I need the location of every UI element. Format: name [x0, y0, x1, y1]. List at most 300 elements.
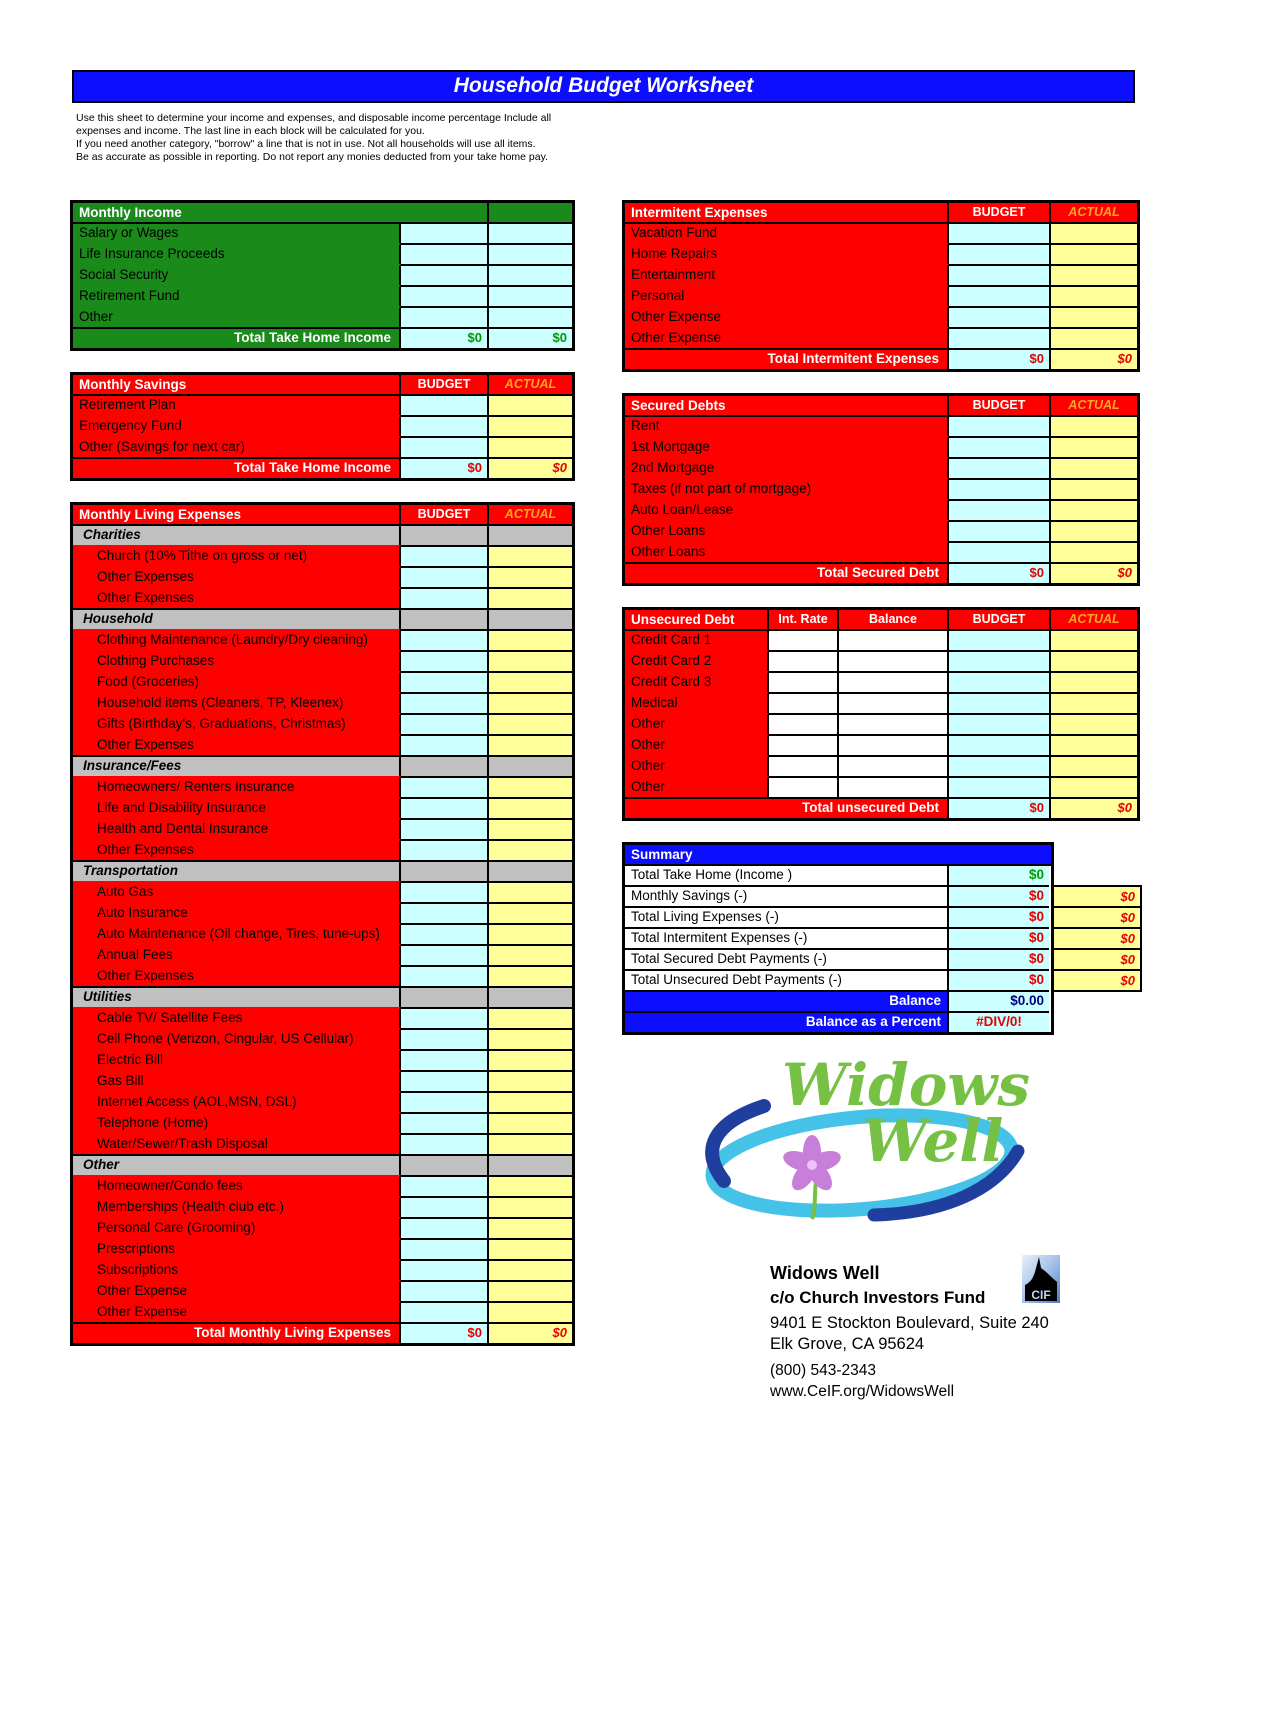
actual-input-cell[interactable] [489, 650, 572, 671]
row-label: Household [73, 608, 401, 629]
balance-input-cell[interactable] [839, 631, 949, 650]
actual-input-cell[interactable] [489, 1301, 572, 1322]
budget-input-cell[interactable] [401, 1217, 489, 1238]
int-rate-input-cell[interactable] [769, 713, 839, 734]
budget-input-cell[interactable] [401, 587, 489, 608]
budget-input-cell[interactable] [949, 306, 1051, 327]
row-label: Telephone (Home) [73, 1112, 401, 1133]
right-column [622, 200, 1140, 1401]
budget-input-cell[interactable] [401, 776, 489, 797]
header-spacer-cell [489, 203, 572, 224]
intermitent-header: Intermitent Expenses [625, 203, 949, 224]
actual-input-cell[interactable] [489, 1175, 572, 1196]
balance-percent-value: #DIV/0! [949, 1011, 1049, 1032]
row-label: Electric Bill [73, 1049, 401, 1070]
balance-input-cell[interactable] [839, 713, 949, 734]
total-label: Total unsecured Debt [625, 797, 949, 818]
int-rate-input-cell[interactable] [769, 692, 839, 713]
actual-input-cell[interactable] [489, 1196, 572, 1217]
budget-input-cell[interactable] [949, 457, 1051, 478]
table-row [73, 944, 572, 965]
actual-input-cell[interactable] [1051, 755, 1137, 776]
budget-input-cell[interactable] [949, 243, 1051, 264]
table-row [73, 797, 572, 818]
summary-table [622, 842, 1054, 1035]
actual-input-cell[interactable] [489, 566, 572, 587]
summary-budget-value: $0 [949, 885, 1049, 906]
balance-input-cell[interactable] [839, 692, 949, 713]
table-row [625, 692, 1137, 713]
budget-input-cell[interactable] [401, 629, 489, 650]
budget-input-cell[interactable] [401, 396, 489, 415]
actual-input-cell[interactable] [1051, 417, 1137, 436]
row-label: Other [625, 734, 769, 755]
actual-input-cell[interactable] [489, 1154, 572, 1175]
balance-input-cell[interactable] [839, 776, 949, 797]
budget-input-cell[interactable] [401, 608, 489, 629]
budget-input-cell[interactable] [949, 734, 1051, 755]
total-label: Total Secured Debt [625, 562, 949, 583]
actual-input-cell[interactable] [1051, 776, 1137, 797]
budget-input-cell[interactable] [401, 1238, 489, 1259]
table-row [73, 608, 572, 629]
budget-input-cell[interactable] [401, 415, 489, 436]
monthly-income-header: Monthly Income [73, 203, 489, 224]
budget-input-cell[interactable] [401, 1049, 489, 1070]
actual-input-cell[interactable] [489, 1091, 572, 1112]
actual-input-cell[interactable] [489, 1112, 572, 1133]
actual-input-cell[interactable] [489, 224, 572, 243]
summary-actual-value: $0 [1052, 969, 1142, 992]
row-label: Entertainment [625, 264, 949, 285]
int-rate-input-cell[interactable] [769, 734, 839, 755]
int-rate-input-cell[interactable] [769, 755, 839, 776]
row-label: Other Expenses [73, 839, 401, 860]
actual-input-cell[interactable] [1051, 734, 1137, 755]
table-row [73, 243, 572, 264]
budget-input-cell[interactable] [401, 264, 489, 285]
total-budget-value: $0 [401, 457, 489, 478]
actual-input-cell[interactable] [1051, 650, 1137, 671]
monthly-savings-header: Monthly Savings [73, 375, 401, 396]
table-row [73, 396, 572, 415]
actual-input-cell[interactable] [489, 965, 572, 986]
row-label: Medical [625, 692, 769, 713]
summary-budget-value: $0 [949, 969, 1049, 990]
actual-input-cell[interactable] [1051, 713, 1137, 734]
budget-input-cell[interactable] [949, 224, 1051, 243]
row-label: Annual Fees [73, 944, 401, 965]
summary-row [625, 885, 1051, 906]
budget-input-cell[interactable] [401, 1175, 489, 1196]
budget-input-cell[interactable] [401, 860, 489, 881]
total-actual-value: $0 [1051, 348, 1137, 369]
table-row [73, 224, 572, 243]
worksheet-columns [70, 200, 1275, 1401]
budget-input-cell[interactable] [401, 1007, 489, 1028]
table-row [73, 860, 572, 881]
row-label: Auto Loan/Lease [625, 499, 949, 520]
budget-input-cell[interactable] [401, 224, 489, 243]
summary-row [625, 927, 1051, 948]
row-label: Emergency Fund [73, 415, 401, 436]
actual-input-cell[interactable] [489, 818, 572, 839]
budget-input-cell[interactable] [949, 631, 1051, 650]
budget-input-cell[interactable] [401, 545, 489, 566]
row-label: Other Expense [73, 1280, 401, 1301]
budget-input-cell[interactable] [401, 436, 489, 457]
actual-input-cell[interactable] [489, 797, 572, 818]
summary-row-label: Total Living Expenses (-) [625, 906, 949, 927]
row-label: Auto Insurance [73, 902, 401, 923]
table-row [625, 520, 1137, 541]
widows-well-logo [694, 1051, 1030, 1233]
table-row [73, 587, 572, 608]
contact-block [770, 1263, 1100, 1401]
budget-input-cell[interactable] [401, 650, 489, 671]
budget-input-cell[interactable] [949, 417, 1051, 436]
intermitent-expenses-table [622, 200, 1140, 372]
summary-row [625, 948, 1051, 969]
actual-input-cell[interactable] [489, 1028, 572, 1049]
budget-input-cell[interactable] [401, 1280, 489, 1301]
table-row [73, 306, 572, 327]
budget-input-cell[interactable] [401, 671, 489, 692]
actual-input-cell[interactable] [1051, 520, 1137, 541]
intro-line: expenses and income. The last line in each block will be calculated for you. [76, 125, 425, 137]
budget-input-cell[interactable] [401, 1301, 489, 1322]
int-rate-input-cell[interactable] [769, 776, 839, 797]
budget-input-cell[interactable] [401, 1070, 489, 1091]
budget-input-cell[interactable] [401, 1112, 489, 1133]
row-label: Other Expenses [73, 566, 401, 587]
row-label: Retirement Fund [73, 285, 401, 306]
budget-input-cell[interactable] [949, 327, 1051, 348]
actual-input-cell[interactable] [1051, 457, 1137, 478]
secured-debts-table [622, 393, 1140, 586]
budget-input-cell[interactable] [401, 1196, 489, 1217]
table-row [73, 415, 572, 436]
actual-input-cell[interactable] [1051, 327, 1137, 348]
budget-input-cell[interactable] [949, 499, 1051, 520]
table-row [73, 1070, 572, 1091]
budget-input-cell[interactable] [401, 734, 489, 755]
actual-input-cell[interactable] [489, 285, 572, 306]
table-row [625, 224, 1137, 243]
actual-input-cell[interactable] [489, 243, 572, 264]
total-actual-value: $0 [489, 457, 572, 478]
actual-input-cell[interactable] [489, 436, 572, 457]
int-rate-input-cell[interactable] [769, 671, 839, 692]
actual-input-cell[interactable] [489, 264, 572, 285]
budget-input-cell[interactable] [949, 776, 1051, 797]
summary-actual-value: $0 [1052, 948, 1142, 971]
unsecured-rows [625, 631, 1137, 797]
row-label: Subscriptions [73, 1259, 401, 1280]
table-row [73, 1280, 572, 1301]
actual-input-cell[interactable] [489, 692, 572, 713]
row-label: Cell Phone (Verizon, Cingular, US Cellular) [73, 1028, 401, 1049]
summary-row-label: Total Intermitent Expenses (-) [625, 927, 949, 948]
actual-input-cell[interactable] [1051, 264, 1137, 285]
actual-input-cell[interactable] [489, 545, 572, 566]
actual-input-cell[interactable] [1051, 478, 1137, 499]
actual-input-cell[interactable] [489, 1238, 572, 1259]
budget-input-cell[interactable] [949, 713, 1051, 734]
actual-input-cell[interactable] [489, 755, 572, 776]
row-label: Auto Gas [73, 881, 401, 902]
actual-input-cell[interactable] [489, 306, 572, 327]
living-expenses-header: Monthly Living Expenses [73, 505, 401, 526]
actual-input-cell[interactable] [1051, 541, 1137, 562]
total-label: Total Monthly Living Expenses [73, 1322, 401, 1343]
income-total-row [73, 327, 572, 348]
contact-address-line1: 9401 E Stockton Boulevard, Suite 240 [770, 1314, 1049, 1332]
table-row [625, 264, 1137, 285]
actual-input-cell[interactable] [489, 526, 572, 545]
actual-input-cell[interactable] [489, 776, 572, 797]
balance-input-cell[interactable] [839, 755, 949, 776]
budget-input-cell[interactable] [401, 965, 489, 986]
budget-column-header: BUDGET [949, 610, 1051, 631]
budget-input-cell[interactable] [401, 692, 489, 713]
row-label: Life Insurance Proceeds [73, 243, 401, 264]
budget-input-cell[interactable] [401, 285, 489, 306]
actual-input-cell[interactable] [489, 1217, 572, 1238]
budget-input-cell[interactable] [401, 713, 489, 734]
actual-input-cell[interactable] [489, 629, 572, 650]
table-row [73, 650, 572, 671]
budget-input-cell[interactable] [949, 520, 1051, 541]
row-label: Life and Disability Insurance [73, 797, 401, 818]
budget-input-cell[interactable] [401, 986, 489, 1007]
table-row [73, 713, 572, 734]
budget-input-cell[interactable] [949, 755, 1051, 776]
table-row [625, 436, 1137, 457]
budget-input-cell[interactable] [401, 902, 489, 923]
row-label: Rent [625, 417, 949, 436]
actual-input-cell[interactable] [1051, 436, 1137, 457]
total-budget-value: $0 [949, 348, 1051, 369]
unsecured-total-row [625, 797, 1137, 818]
actual-input-cell[interactable] [489, 944, 572, 965]
actual-input-cell[interactable] [489, 902, 572, 923]
unsecured-header-row [625, 610, 1137, 631]
budget-input-cell[interactable] [949, 478, 1051, 499]
balance-row [625, 990, 1051, 1011]
row-label: Gas Bill [73, 1070, 401, 1091]
row-label: Household items (Cleaners, TP, Kleenex) [73, 692, 401, 713]
table-row [73, 734, 572, 755]
table-row [625, 671, 1137, 692]
budget-input-cell[interactable] [949, 692, 1051, 713]
intermitent-header-row [625, 203, 1137, 224]
budget-input-cell[interactable] [949, 264, 1051, 285]
table-row [73, 755, 572, 776]
actual-input-cell[interactable] [489, 734, 572, 755]
row-label: Auto Maintenance (Oil change, Tires, tune-ups) [73, 923, 401, 944]
row-label: Food (Groceries) [73, 671, 401, 692]
living-total-row [73, 1322, 572, 1343]
budget-input-cell[interactable] [401, 881, 489, 902]
actual-input-cell[interactable] [1051, 285, 1137, 306]
actual-input-cell[interactable] [489, 1133, 572, 1154]
budget-input-cell[interactable] [401, 944, 489, 965]
balance-input-cell[interactable] [839, 734, 949, 755]
intermitent-total-row [625, 348, 1137, 369]
total-label: Total Intermitent Expenses [625, 348, 949, 369]
budget-input-cell[interactable] [401, 839, 489, 860]
logo-word-widows: Widows [782, 1051, 1030, 1119]
table-row [625, 734, 1137, 755]
row-label: Water/Sewer/Trash Disposal [73, 1133, 401, 1154]
actual-input-cell[interactable] [489, 860, 572, 881]
table-row [73, 629, 572, 650]
actual-column-header: ACTUAL [1051, 203, 1137, 224]
total-budget-value: $0 [401, 1322, 489, 1343]
budget-input-cell[interactable] [949, 285, 1051, 306]
budget-input-cell[interactable] [401, 1091, 489, 1112]
table-row [73, 545, 572, 566]
budget-input-cell[interactable] [401, 306, 489, 327]
actual-input-cell[interactable] [1051, 306, 1137, 327]
balance-input-cell[interactable] [839, 671, 949, 692]
table-row [73, 776, 572, 797]
actual-input-cell[interactable] [489, 1007, 572, 1028]
monthly-savings-rows [73, 396, 572, 457]
secured-header-row [625, 396, 1137, 417]
actual-input-cell[interactable] [489, 671, 572, 692]
budget-input-cell[interactable] [401, 923, 489, 944]
unsecured-debt-table [622, 607, 1140, 821]
table-row [73, 1154, 572, 1175]
actual-input-cell[interactable] [489, 1280, 572, 1301]
table-row [73, 526, 572, 545]
actual-input-cell[interactable] [1051, 499, 1137, 520]
table-row [73, 1007, 572, 1028]
int-rate-column-header: Int. Rate [769, 610, 839, 631]
table-row [73, 965, 572, 986]
budget-input-cell[interactable] [401, 1028, 489, 1049]
table-row [73, 902, 572, 923]
actual-input-cell[interactable] [489, 415, 572, 436]
row-label: Cable TV/ Satellite Fees [73, 1007, 401, 1028]
summary-budget-value: $0 [949, 866, 1049, 885]
table-row [73, 671, 572, 692]
summary-row [625, 866, 1051, 885]
actual-input-cell[interactable] [489, 587, 572, 608]
row-label: Personal [625, 285, 949, 306]
table-row [73, 1112, 572, 1133]
actual-input-cell[interactable] [489, 713, 572, 734]
table-row [73, 1028, 572, 1049]
int-rate-input-cell[interactable] [769, 631, 839, 650]
budget-input-cell[interactable] [401, 818, 489, 839]
budget-column-header: BUDGET [949, 203, 1051, 224]
summary-row [625, 906, 1051, 927]
actual-input-cell[interactable] [489, 1259, 572, 1280]
int-rate-input-cell[interactable] [769, 650, 839, 671]
total-budget-value: $0 [949, 797, 1051, 818]
budget-input-cell[interactable] [949, 650, 1051, 671]
row-label: Gifts (Birthday's, Graduations, Christmas) [73, 713, 401, 734]
budget-input-cell[interactable] [401, 526, 489, 545]
actual-input-cell[interactable] [489, 1049, 572, 1070]
table-row [73, 285, 572, 306]
summary-budget-value: $0 [949, 948, 1049, 969]
actual-input-cell[interactable] [489, 396, 572, 415]
table-row [625, 478, 1137, 499]
contact-address-line2: Elk Grove, CA 95624 [770, 1335, 925, 1353]
balance-input-cell[interactable] [839, 650, 949, 671]
row-label: Homeowner/Condo fees [73, 1175, 401, 1196]
total-budget-value: $0 [949, 562, 1051, 583]
budget-input-cell[interactable] [401, 797, 489, 818]
actual-input-cell[interactable] [1051, 692, 1137, 713]
row-label: Vacation Fund [625, 224, 949, 243]
table-row [73, 264, 572, 285]
budget-input-cell[interactable] [401, 1133, 489, 1154]
secured-total-row [625, 562, 1137, 583]
actual-input-cell[interactable] [489, 1070, 572, 1091]
table-row [625, 631, 1137, 650]
actual-input-cell[interactable] [489, 839, 572, 860]
actual-input-cell[interactable] [1051, 224, 1137, 243]
budget-input-cell[interactable] [401, 243, 489, 264]
budget-input-cell[interactable] [401, 566, 489, 587]
savings-total-row [73, 457, 572, 478]
row-label: Health and Dental Insurance [73, 818, 401, 839]
actual-input-cell[interactable] [489, 881, 572, 902]
row-label: Salary or Wages [73, 224, 401, 243]
budget-input-cell[interactable] [401, 1154, 489, 1175]
actual-column-header: ACTUAL [1051, 396, 1137, 417]
actual-input-cell[interactable] [489, 923, 572, 944]
total-actual-value: $0 [489, 327, 572, 348]
row-label: Memberships (Health club etc.) [73, 1196, 401, 1217]
row-label: Other [625, 713, 769, 734]
summary-actual-column [1052, 887, 1142, 992]
row-label: Other [73, 1154, 401, 1175]
actual-input-cell[interactable] [1051, 243, 1137, 264]
row-label: Retirement Plan [73, 396, 401, 415]
table-row [625, 417, 1137, 436]
budget-input-cell[interactable] [949, 541, 1051, 562]
row-label: Other Expenses [73, 965, 401, 986]
row-label: Personal Care (Grooming) [73, 1217, 401, 1238]
actual-column-header: ACTUAL [1051, 610, 1137, 631]
balance-value: $0.00 [949, 990, 1049, 1011]
budget-input-cell[interactable] [949, 436, 1051, 457]
actual-input-cell[interactable] [1051, 671, 1137, 692]
actual-column-header: ACTUAL [489, 505, 572, 526]
budget-input-cell[interactable] [949, 671, 1051, 692]
summary-row [625, 969, 1051, 990]
table-row [73, 839, 572, 860]
actual-input-cell[interactable] [489, 986, 572, 1007]
budget-input-cell[interactable] [401, 1259, 489, 1280]
actual-input-cell[interactable] [1051, 631, 1137, 650]
budget-input-cell[interactable] [401, 755, 489, 776]
balance-percent-row [625, 1011, 1051, 1032]
total-label: Total Take Home Income [73, 457, 401, 478]
actual-input-cell[interactable] [489, 608, 572, 629]
cif-logo-text: CIF [1031, 1288, 1051, 1302]
summary-header: Summary [625, 845, 1051, 866]
summary-actual-value: $0 [1052, 927, 1142, 950]
intro-line: Use this sheet to determine your income and expenses, and disposable income percentage Include all [76, 112, 552, 124]
summary-actual-value: $0 [1052, 906, 1142, 929]
